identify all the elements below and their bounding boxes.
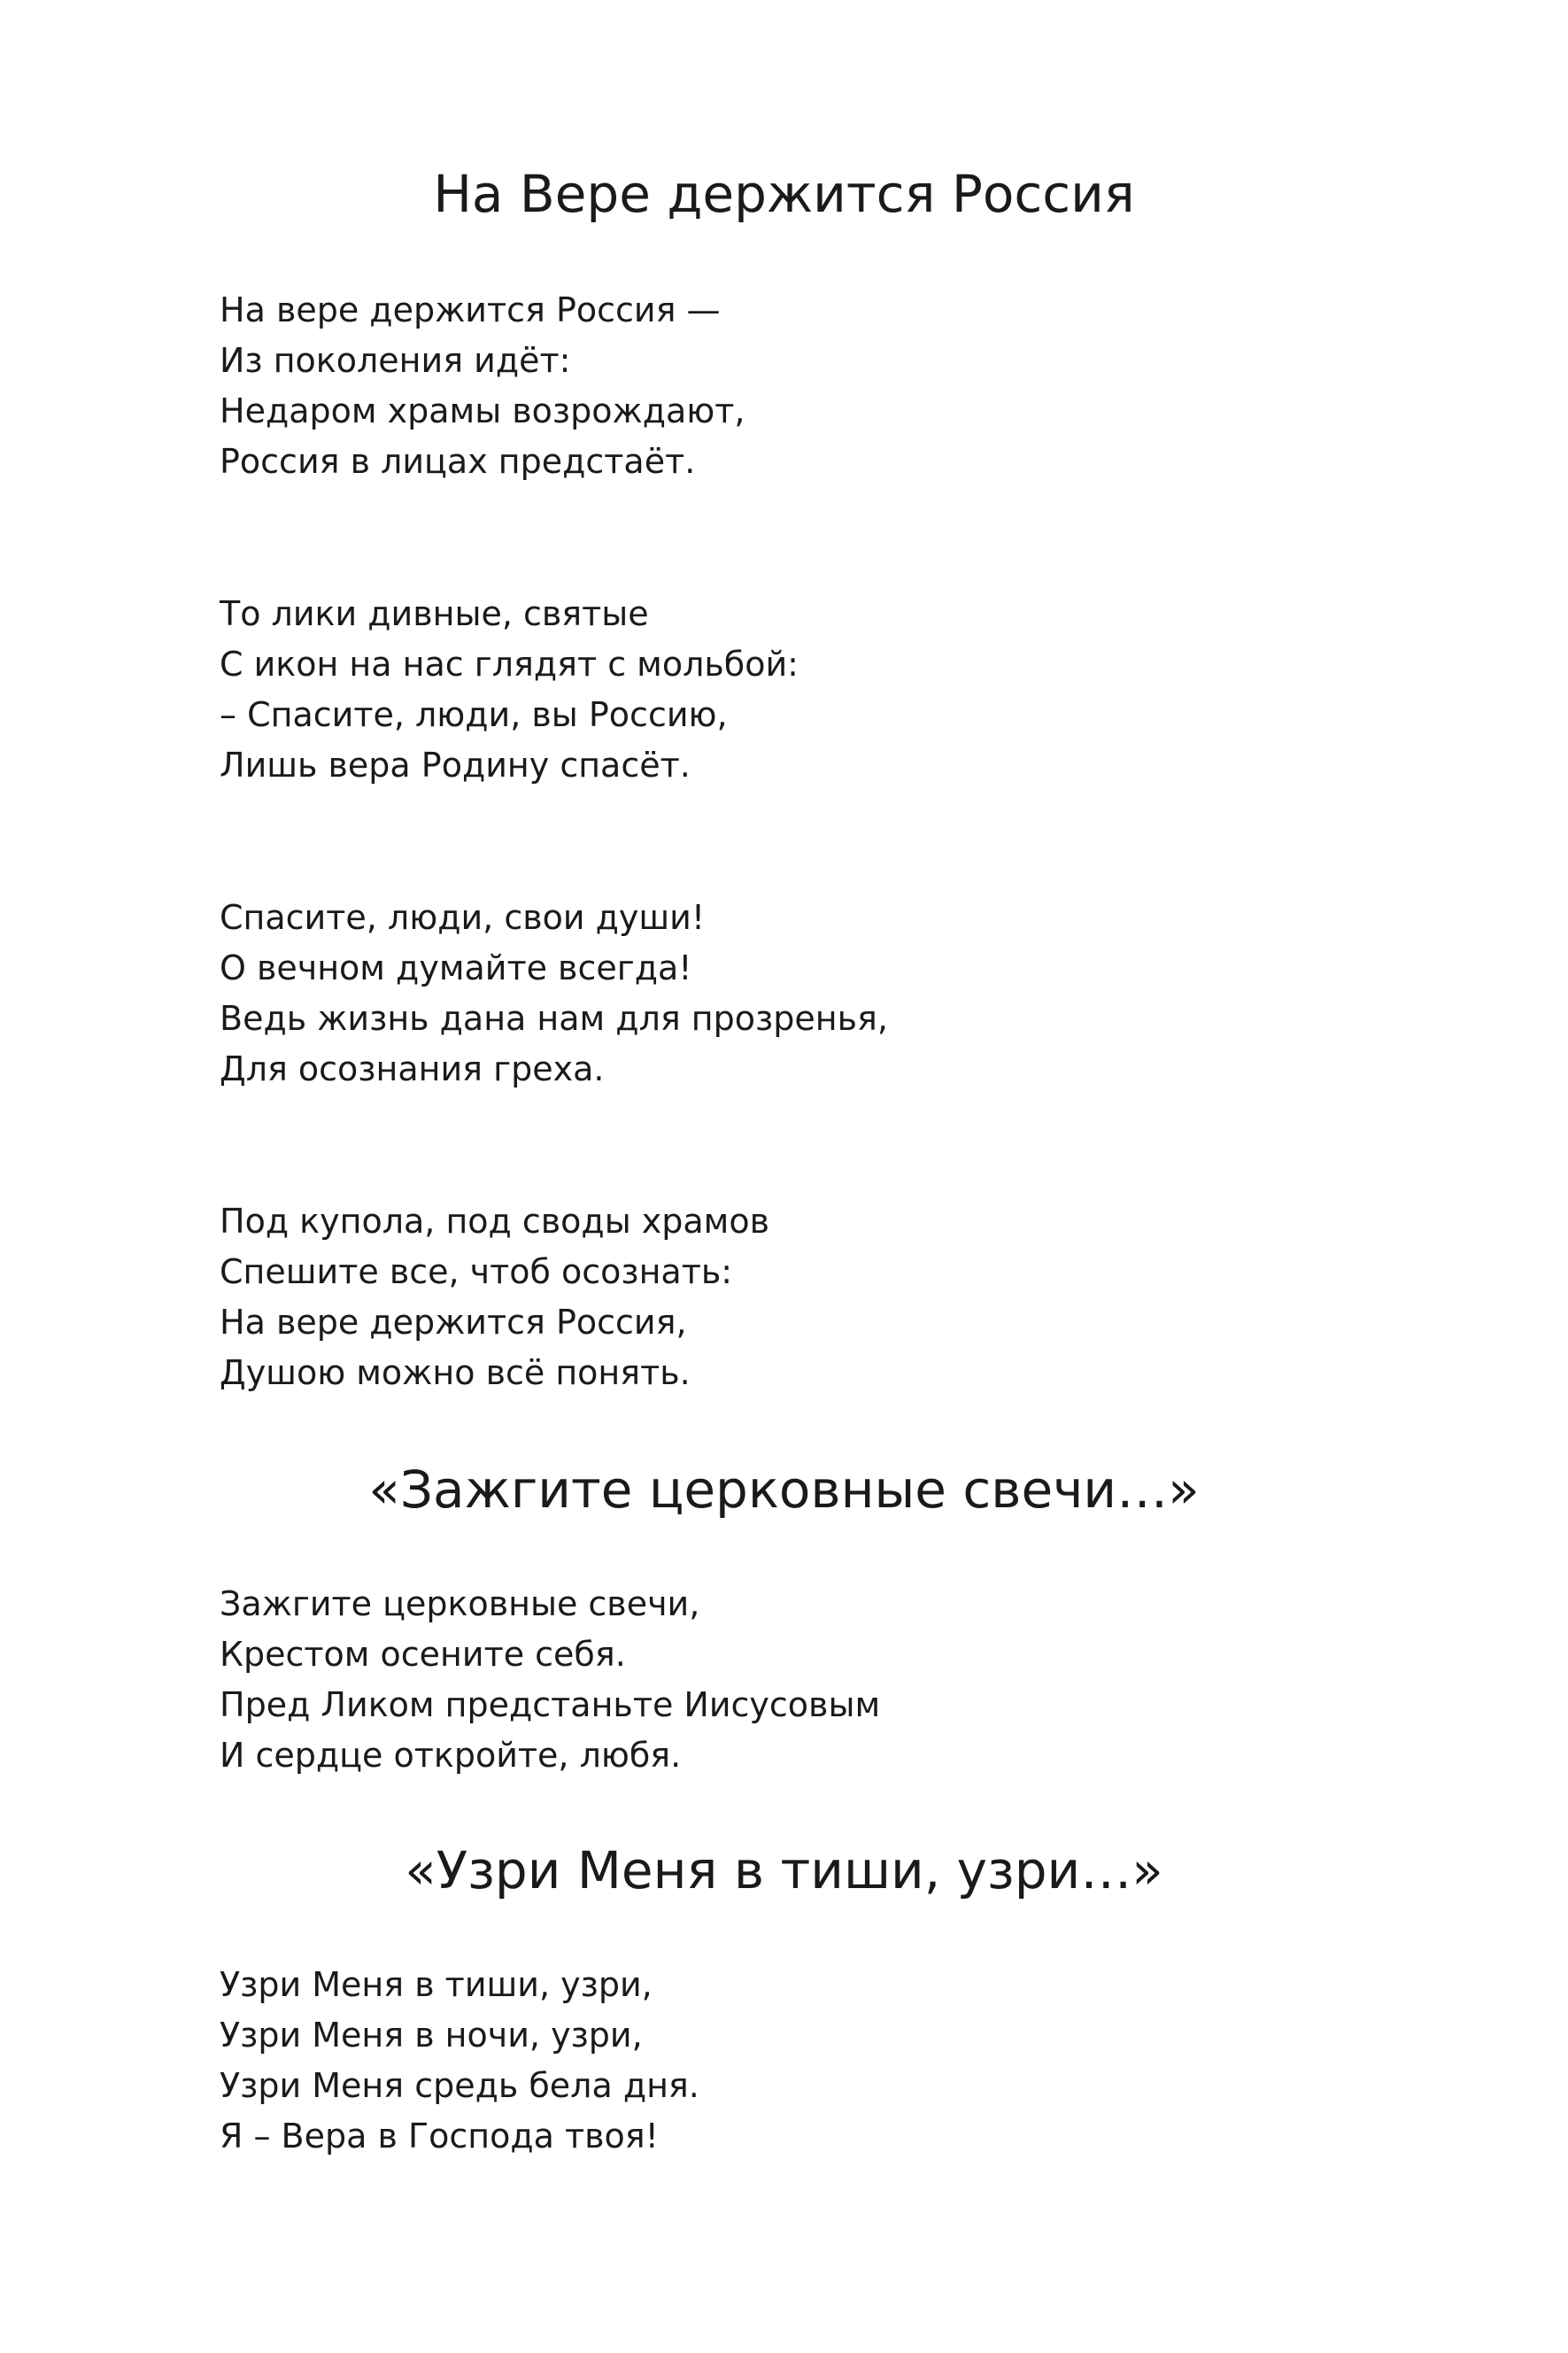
- poem-line: На вере держится Россия —: [220, 290, 721, 329]
- stanza: [220, 1960, 699, 2162]
- poem-line: Недаром храмы возрождают,: [220, 391, 745, 430]
- poem-title: На Вере держится Россия: [433, 164, 1135, 224]
- poem-line: Узри Меня средь бела дня.: [220, 2066, 699, 2105]
- poem-line: Для осознания греха.: [220, 1049, 605, 1088]
- poem-line: Крестом осените себя.: [220, 1635, 626, 1674]
- poem-line: На вере держится Россия,: [220, 1303, 687, 1342]
- poem-line: Россия в лицах предстаёт.: [220, 442, 696, 481]
- poem-line: То лики дивные, святые: [220, 594, 649, 633]
- poem-line: С икон на нас глядят с мольбой:: [220, 645, 799, 684]
- poem-line: Спешите все, чтоб осознать:: [220, 1252, 733, 1291]
- poem-line: О вечном думайте всегда!: [220, 948, 692, 987]
- stanza: [220, 1579, 880, 1781]
- poem-line: Узри Меня в ночи, узри,: [220, 2016, 643, 2055]
- poem-line: Пред Ликом предстаньте Иисусовым: [220, 1685, 881, 1724]
- poem-title: «Узри Меня в тиши, узри…»: [405, 1840, 1163, 1900]
- poem-line: Спасите, люди, свои души!: [220, 898, 706, 937]
- poem-line: Под купола, под своды храмов: [220, 1202, 769, 1241]
- poem-line: – Спасите, люди, вы Россию,: [220, 695, 728, 734]
- stanza: [220, 1196, 769, 1398]
- poem-line: Ведь жизнь дана нам для прозренья,: [220, 999, 888, 1038]
- stanza: [220, 893, 888, 1095]
- poem-line: Узри Меня в тиши, узри,: [220, 1965, 653, 2004]
- poem-line: Лишь вера Родину спасёт.: [220, 746, 691, 785]
- poem-line: Зажгите церковные свечи,: [220, 1584, 700, 1623]
- stanza: [220, 285, 745, 487]
- poem-line: И сердце откройте, любя.: [220, 1736, 682, 1775]
- poem-line: Из поколения идёт:: [220, 341, 571, 380]
- poem-title: «Зажгите церковные свечи…»: [368, 1459, 1200, 1520]
- stanza: [220, 589, 799, 791]
- poem-line: Я – Вера в Господа твоя!: [220, 2117, 659, 2156]
- poem-line: Душою можно всё понять.: [220, 1353, 691, 1392]
